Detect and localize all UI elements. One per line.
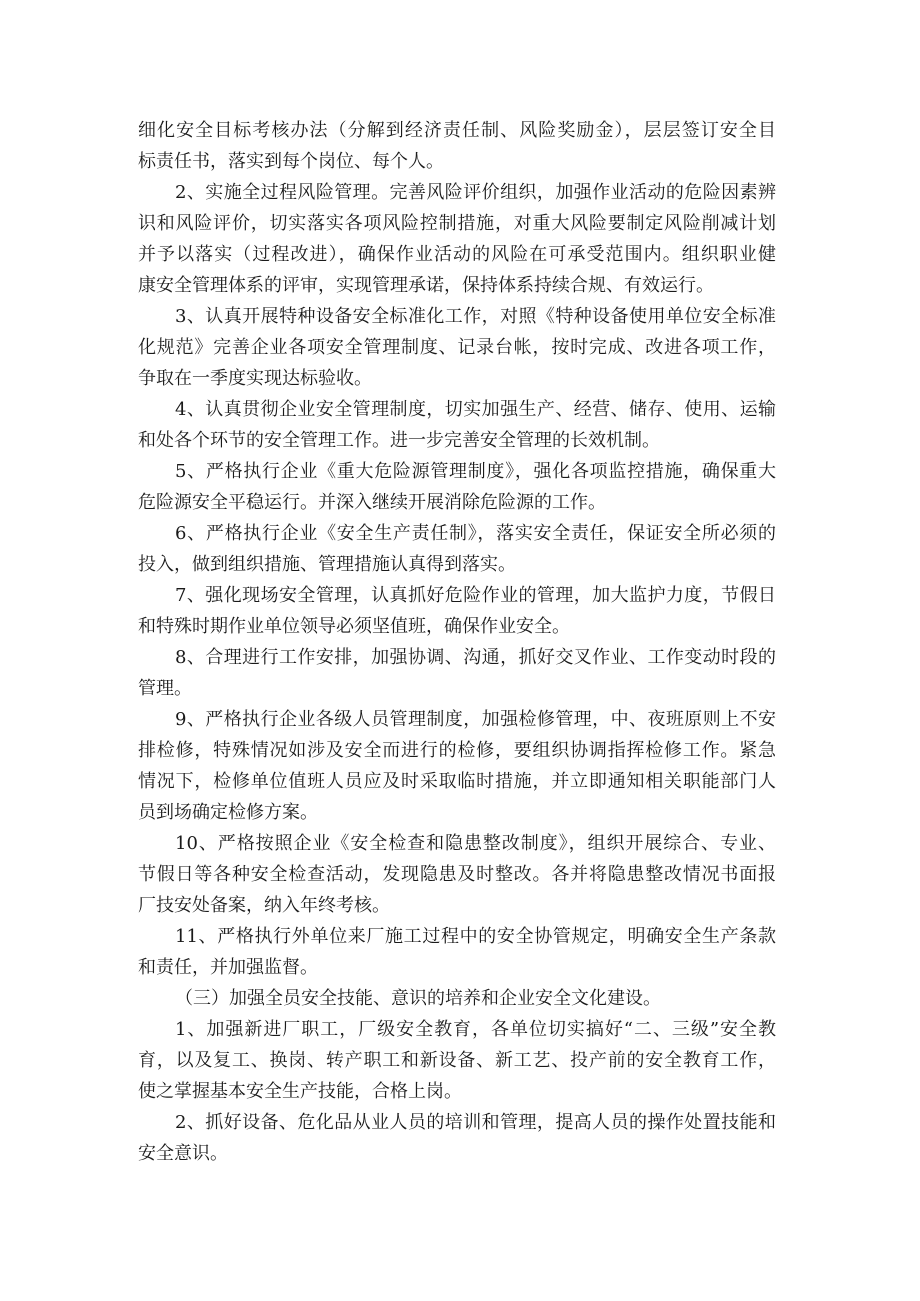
- paragraph-line: 和处各个环节的安全管理工作。进一步完善安全管理的长效机制。: [138, 430, 660, 451]
- paragraph-line: 和责任，并加强监督。: [138, 957, 318, 978]
- document-page: [138, 115, 776, 1169]
- paragraph-item-5: [138, 456, 776, 518]
- paragraph-line: 节假日等各种安全检查活动，发现隐患及时整改。各并将隐患整改情况书面报: [138, 864, 776, 885]
- paragraph-line: 化规范》完善企业各项安全管理制度、记录台帐，按时完成、改进各项工作，: [138, 337, 776, 358]
- paragraph-item-3: [138, 301, 776, 394]
- paragraph-line: 使之掌握基本安全生产技能，合格上岗。: [138, 1081, 462, 1102]
- paragraph-line: 厂技安处备案，纳入年终考核。: [138, 895, 390, 916]
- paragraph-line: 情况下，检修单位值班人员应及时采取临时措施，并立即通知相关职能部门人: [138, 771, 776, 792]
- paragraph-line: 6、严格执行企业《安全生产责任制》，落实安全责任，保证安全所必须的: [175, 523, 776, 544]
- section-heading-text: （三）加强全员安全技能、意识的培养和企业安全文化建设。: [175, 988, 661, 1009]
- paragraph-line: 和特殊时期作业单位领导必须坚值班，确保作业安全。: [138, 616, 570, 637]
- paragraph-line: 并予以落实（过程改进），确保作业活动的风险在可承受范围内。组织职业健: [138, 244, 776, 265]
- paragraph-item-10: [138, 828, 776, 921]
- paragraph-line: 8、合理进行工作安排，加强协调、沟通，抓好交叉作业、工作变动时段的: [175, 647, 776, 668]
- paragraph-item-1: [138, 1014, 776, 1107]
- paragraph-line: 5、严格执行企业《重大危险源管理制度》，强化各项监控措施，确保重大: [175, 461, 776, 482]
- paragraph-line: 员到场确定检修方案。: [138, 802, 318, 823]
- paragraph-line: 管理。: [138, 678, 192, 699]
- paragraph-line: 识和风险评价，切实落实各项风险控制措施，对重大风险要制定风险削减计划: [138, 213, 776, 234]
- paragraph-item-11: [138, 921, 776, 983]
- paragraph-line: 排检修，特殊情况如涉及安全而进行的检修，要组织协调指挥检修工作。紧急: [138, 740, 776, 761]
- paragraph-item-7: [138, 580, 776, 642]
- paragraph-line: 标责任书，落实到每个岗位、每个人。: [138, 151, 444, 172]
- paragraph-line: 4、认真贯彻企业安全管理制度，切实加强生产、经营、储存、使用、运输: [175, 399, 776, 420]
- paragraph-item-9: [138, 704, 776, 828]
- paragraph-item-4: [138, 394, 776, 456]
- paragraph-line: 10、严格按照企业《安全检查和隐患整改制度》，组织开展综合、专业、: [175, 833, 776, 854]
- section-heading: [138, 983, 776, 1014]
- paragraph-item-8: [138, 642, 776, 704]
- paragraph-line: 安全意识。: [138, 1143, 228, 1164]
- paragraph-line: 2、抓好设备、危化品从业人员的培训和管理，提高人员的操作处置技能和: [175, 1112, 776, 1133]
- paragraph-item-2: [138, 177, 776, 301]
- paragraph-line: 2、实施全过程风险管理。完善风险评价组织，加强作业活动的危险因素辨: [175, 182, 776, 203]
- paragraph-line: 9、严格执行企业各级人员管理制度，加强检修管理，中、夜班原则上不安: [175, 709, 776, 730]
- paragraph-line: 投入，做到组织措施、管理措施认真得到落实。: [138, 554, 516, 575]
- paragraph-line: 细化安全目标考核办法（分解到经济责任制、风险奖励金），层层签订安全目: [138, 120, 776, 141]
- paragraph-item-2b: [138, 1107, 776, 1169]
- paragraph-line: 育，以及复工、换岗、转产职工和新设备、新工艺、投产前的安全教育工作，: [138, 1050, 776, 1071]
- paragraph-line: 3、认真开展特种设备安全标准化工作，对照《特种设备使用单位安全标准: [175, 306, 776, 327]
- paragraph-line: 11、严格执行外单位来厂施工过程中的安全协管规定，明确安全生产条款: [175, 926, 776, 947]
- paragraph-line: 康安全管理体系的评审，实现管理承诺，保持体系持续合规、有效运行。: [138, 275, 714, 296]
- paragraph-line: 争取在一季度实现达标验收。: [138, 368, 372, 389]
- paragraph-line: 7、强化现场安全管理，认真抓好危险作业的管理，加大监护力度，节假日: [175, 585, 776, 606]
- paragraph-item-6: [138, 518, 776, 580]
- paragraph-line: 1、加强新进厂职工，厂级安全教育，各单位切实搞好“二、三级”安全教: [175, 1019, 776, 1040]
- paragraph-line: 危险源安全平稳运行。并深入继续开展消除危险源的工作。: [138, 492, 606, 513]
- paragraph-continuation: [138, 115, 776, 177]
